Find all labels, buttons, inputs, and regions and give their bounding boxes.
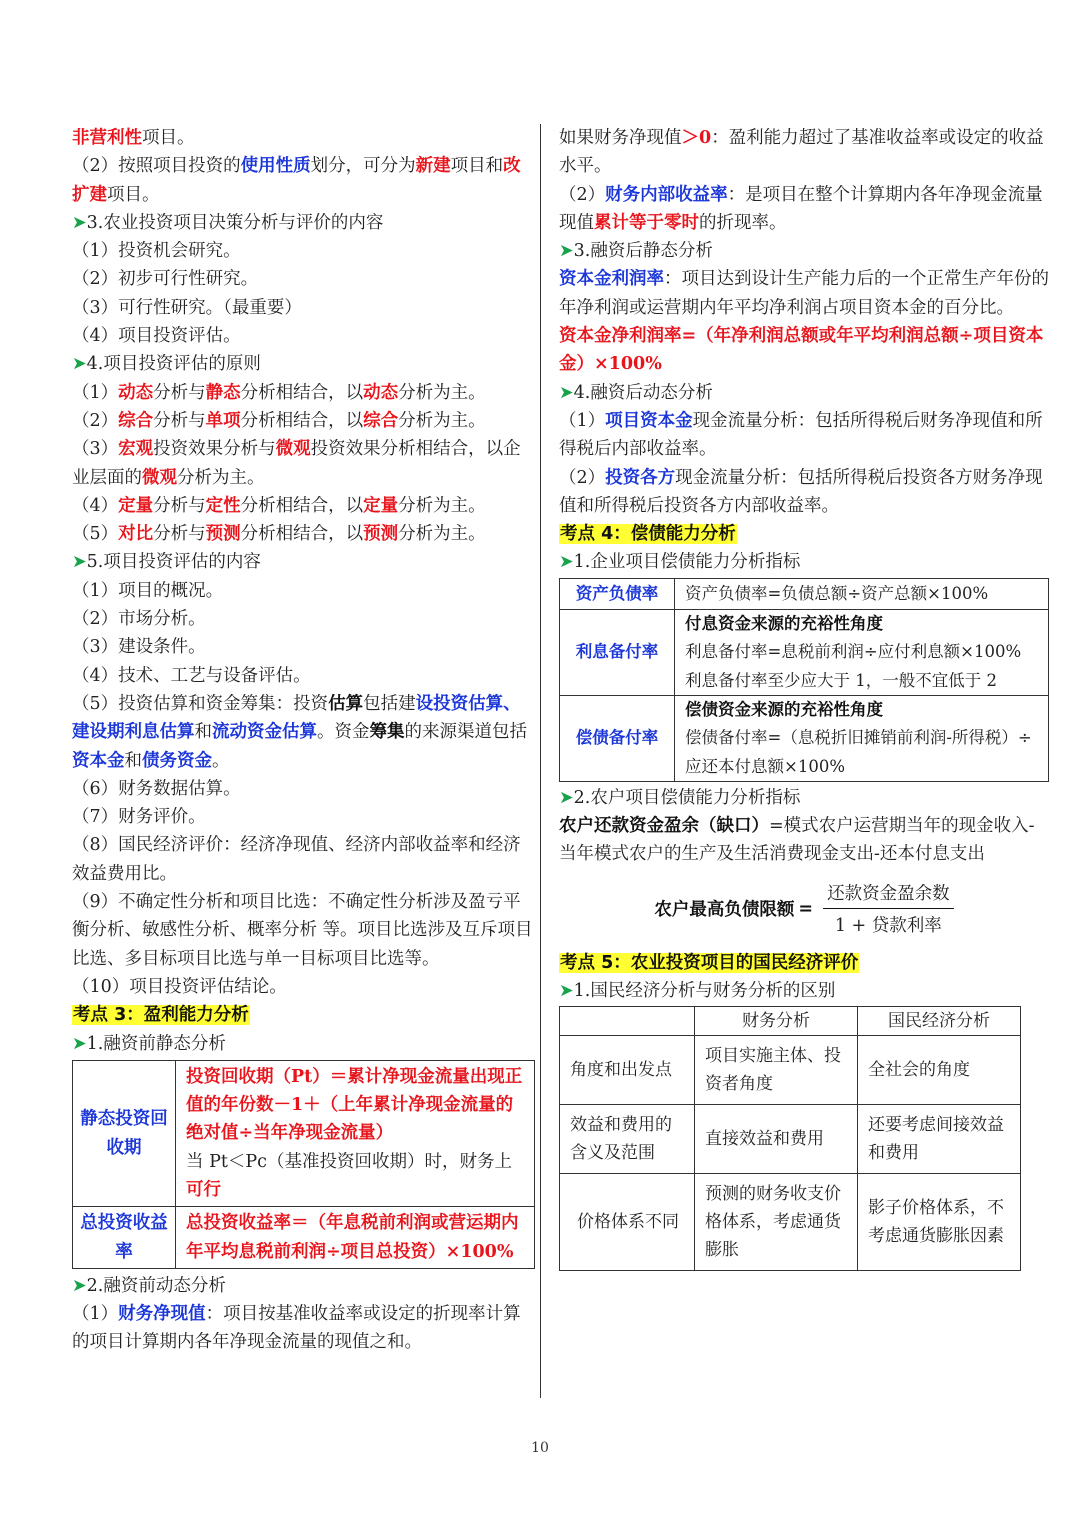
section-heading: ➤2.融资前动态分析	[72, 1275, 226, 1296]
section-heading: ➤2.农户项目偿债能力分析指标	[559, 787, 801, 808]
table-cell: 影子价格体系，不考虑通货膨胀因素	[858, 1174, 1021, 1271]
paragraph: 资本金利润率：项目达到设计生产能力后的一个正常生产年份的年净利润或运营期内年平均净利润占项目资本金的百分比。	[559, 269, 1049, 318]
table-cell: 全社会的角度	[858, 1036, 1021, 1105]
left-column	[72, 124, 535, 1357]
table-header-cell: 财务分析	[695, 1007, 858, 1036]
list-item: （4）定量分析与定性分析相结合，以定量分析为主。	[72, 495, 486, 516]
table-row-header: 偿债备付率	[560, 695, 675, 781]
column-divider	[540, 124, 541, 1398]
key-point-heading: 考点 3：盈利能力分析	[73, 1005, 249, 1026]
formula-equals: =	[798, 898, 814, 919]
table-header-cell	[560, 1007, 695, 1036]
solvency-table	[559, 578, 1049, 782]
list-item: （1）项目的概况。	[72, 580, 224, 601]
table-cell: 资产负债率=负债总额÷资产总额×100%	[675, 578, 1049, 609]
formula-lhs: 农户最高负债限额	[654, 900, 795, 921]
list-item: （3）可行性研究。（最重要）	[72, 297, 302, 318]
comparison-table	[559, 1006, 1021, 1271]
list-item: （6）财务数据估算。	[72, 778, 241, 799]
formula-numerator: 还款资金盈余数	[823, 880, 954, 909]
table-row	[560, 1174, 1021, 1271]
paragraph: 农户还款资金盈余（缺口）=模式农户运营期当年的现金收入-当年模式农户的生产及生活消费现金支出-还本付息支出	[559, 816, 1035, 865]
table-cell: 项目实施主体、投资者角度	[695, 1036, 858, 1105]
list-item: （3）建设条件。	[72, 637, 206, 658]
debt-limit-formula	[559, 869, 1049, 949]
arrow-icon: ➤	[72, 212, 87, 233]
list-item: （2）初步可行性研究。	[72, 269, 259, 290]
formula-fraction	[823, 880, 954, 937]
section-heading: ➤1.企业项目偿债能力分析指标	[559, 552, 801, 573]
table-cell: 预测的财务收支价格体系，考虑通货膨胀	[695, 1174, 858, 1271]
page-number: 10	[531, 1440, 549, 1456]
table-row	[560, 610, 1049, 696]
arrow-icon: ➤	[72, 354, 87, 375]
list-item: （4）技术、工艺与设备评估。	[72, 665, 311, 686]
key-point-heading: 考点 5：农业投资项目的国民经济评价	[560, 952, 859, 973]
section-heading: ➤3.融资后静态分析	[559, 241, 713, 262]
section-heading: ➤1.国民经济分析与财务分析的区别	[559, 981, 836, 1002]
list-item: （9）不确定性分析和项目比选：不确定性分析涉及盈亏平衡分析、敏感性分析、概率分析 等。项目比选涉及互斥项目比选、多目标项目比选与单一目标项目比选等。	[72, 892, 533, 969]
table-cell: 还要考虑间接效益和费用	[858, 1105, 1021, 1174]
list-item: （3）宏观投资效果分析与微观投资效果分析相结合，以企业层面的微观分析为主。	[72, 439, 521, 488]
paragraph: 如果财务净现值＞0：盈利能力超过了基准收益率或设定的收益水平。	[559, 128, 1044, 177]
table-row	[560, 1036, 1021, 1105]
list-item: （10）项目投资评估结论。	[72, 976, 287, 997]
table-cell: 付息资金来源的充裕性角度 利息备付率=息税前利润÷应付利息额×100% 利息备付率至少应大于 1，一般不宜低于 2	[675, 610, 1049, 696]
arrow-icon: ➤	[559, 382, 574, 403]
table-cell: 总投资收益率＝（年息税前利润或营运期内年平均息税前利润÷项目总投资）×100%	[176, 1207, 535, 1269]
section-heading: ➤4.项目投资评估的原则	[72, 354, 261, 375]
table-row-header: 利息备付率	[560, 610, 675, 696]
section-heading: ➤3.农业投资项目决策分析与评价的内容	[72, 212, 384, 233]
table-row	[560, 1105, 1021, 1174]
paragraph: （2）按照项目投资的使用性质划分，可分为新建项目和改扩建项目。	[72, 156, 521, 205]
formula-text: 资本金净利润率=（年净利润总额或年平均利润总额÷项目资本金）×100%	[559, 326, 1044, 375]
list-item: （5）对比分析与预测分析相结合，以预测分析为主。	[72, 524, 486, 545]
list-item: （5）投资估算和资金筹集：投资估算包括建设投资估算、建设期利息估算和流动资金估算。资金筹集的来源渠道包括资本金和债务资金。	[72, 693, 527, 771]
arrow-icon: ➤	[559, 787, 574, 808]
arrow-icon: ➤	[559, 241, 574, 262]
list-item: （8）国民经济评价：经济净现值、经济内部收益率和经济效益费用比。	[72, 835, 521, 884]
formula-denominator: 1 + 贷款利率	[834, 916, 942, 937]
paragraph: （1）财务净现值：项目按基准收益率或设定的折现率计算的项目计算期内各年净现金流量的现值之和。	[72, 1304, 521, 1353]
table-row	[73, 1207, 535, 1269]
arrow-icon: ➤	[72, 552, 87, 573]
table-header-cell: 国民经济分析	[858, 1007, 1021, 1036]
table-cell: 效益和费用的含义及范围	[560, 1105, 695, 1174]
list-item: （1）投资机会研究。	[72, 241, 241, 262]
arrow-icon: ➤	[72, 1275, 87, 1296]
table-cell: 角度和出发点	[560, 1036, 695, 1105]
list-item: （1）动态分析与静态分析相结合，以动态分析为主。	[72, 382, 486, 403]
list-item: （4）项目投资评估。	[72, 326, 241, 347]
section-heading: ➤4.融资后动态分析	[559, 382, 713, 403]
key-point-heading: 考点 4：偿债能力分析	[560, 524, 736, 545]
section-heading: ➤1.融资前静态分析	[72, 1033, 226, 1054]
table-row-header: 静态投资回收期	[73, 1060, 176, 1206]
list-item: （2）投资各方现金流量分析：包括所得税后投资各方财务净现值和所得税后投资各方内部收益率。	[559, 467, 1043, 516]
table-cell: 价格体系不同	[560, 1174, 695, 1271]
arrow-icon: ➤	[559, 981, 574, 1002]
list-item: （1）项目资本金现金流量分析：包括所得税后财务净现值和所得税后内部收益率。	[559, 410, 1043, 460]
table-row	[560, 578, 1049, 609]
table-cell: 直接效益和费用	[695, 1105, 858, 1174]
section-heading: ➤5.项目投资评估的内容	[72, 552, 261, 573]
paragraph: （2）财务内部收益率：是项目在整个计算期内各年净现金流量现值累计等于零时的折现率。	[559, 184, 1043, 233]
table-row	[560, 695, 1049, 781]
arrow-icon: ➤	[559, 552, 574, 573]
list-item: （2）综合分析与单项分析相结合，以综合分析为主。	[72, 410, 486, 431]
table-cell: 偿债资金来源的充裕性角度 偿债备付率=（息税折旧摊销前利润-所得税）÷应还本付息额×100%	[675, 695, 1049, 781]
list-item: （2）市场分析。	[72, 609, 206, 630]
table-cell: 投资回收期（Pt）＝累计净现金流量出现正值的年份数－1＋（上年累计净现金流量的绝对值÷当年净现金流量） 当 Pt＜Pc（基准投资回收期）时，财务上可行	[176, 1060, 535, 1206]
static-analysis-table	[72, 1060, 535, 1269]
arrow-icon: ➤	[72, 1033, 87, 1054]
table-row-header: 资产负债率	[560, 578, 675, 609]
list-item: （7）财务评价。	[72, 807, 206, 828]
table-header-row	[560, 1007, 1021, 1036]
table-row	[73, 1060, 535, 1206]
paragraph: 非营利性项目。	[72, 128, 195, 148]
table-row-header: 总投资收益率	[73, 1207, 176, 1269]
right-column	[559, 124, 1049, 1271]
